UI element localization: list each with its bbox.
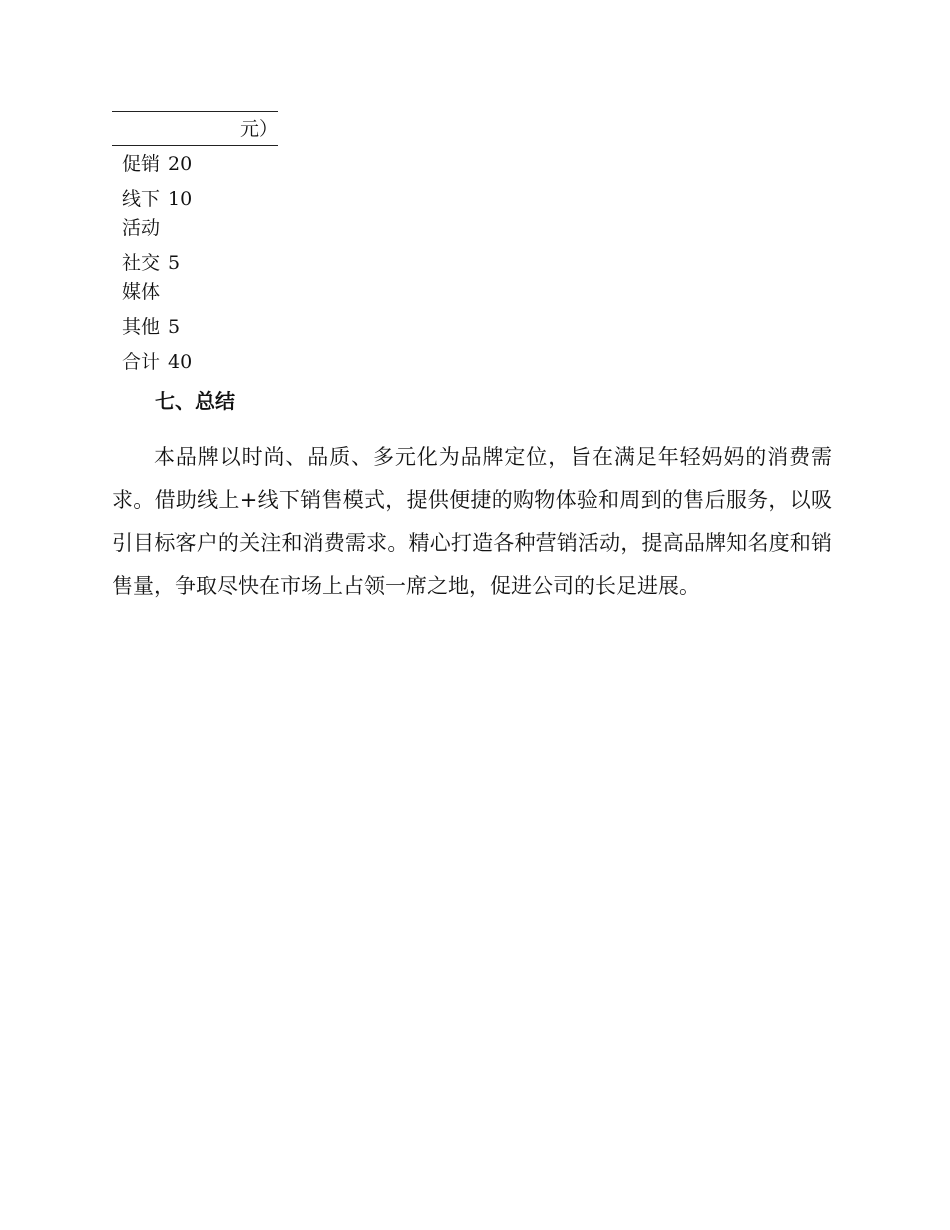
table-cell-item: 社交媒体 [122, 252, 161, 303]
table-row [112, 309, 278, 344]
table-header-item [112, 112, 166, 146]
table-row [112, 181, 278, 245]
table-row [112, 344, 278, 379]
table-cell-amount: 20 [168, 153, 193, 175]
table-header-amount: 元） [166, 112, 278, 146]
table-cell-item: 其他 [122, 316, 161, 338]
table-row [112, 146, 278, 182]
table-cell-item: 线下活动 [122, 188, 161, 239]
summary-paragraph: 本品牌以时尚、品质、多元化为品牌定位，旨在满足年轻妈妈的消费需求。借助线上+线下销售模式，提供便捷的购物体验和周到的售后服务，以吸引目标客户的关注和消费需求。精心打造各种营销活动，提高品牌知名度和销售量，争取尽快在市场上占领一席之地，促进公司的长足进展。 [112, 445, 832, 598]
table-header-row [112, 112, 278, 146]
table-cell-amount: 10 [168, 188, 193, 210]
section-heading: 七、总结 [155, 389, 235, 413]
table-cell-amount: 5 [168, 316, 181, 338]
table-cell-item: 促销 [122, 153, 161, 175]
budget-table [112, 111, 278, 379]
table-row [112, 245, 278, 309]
table-cell-item: 合计 [122, 351, 161, 373]
table-cell-amount: 5 [168, 252, 181, 274]
table-cell-amount: 40 [168, 351, 193, 373]
